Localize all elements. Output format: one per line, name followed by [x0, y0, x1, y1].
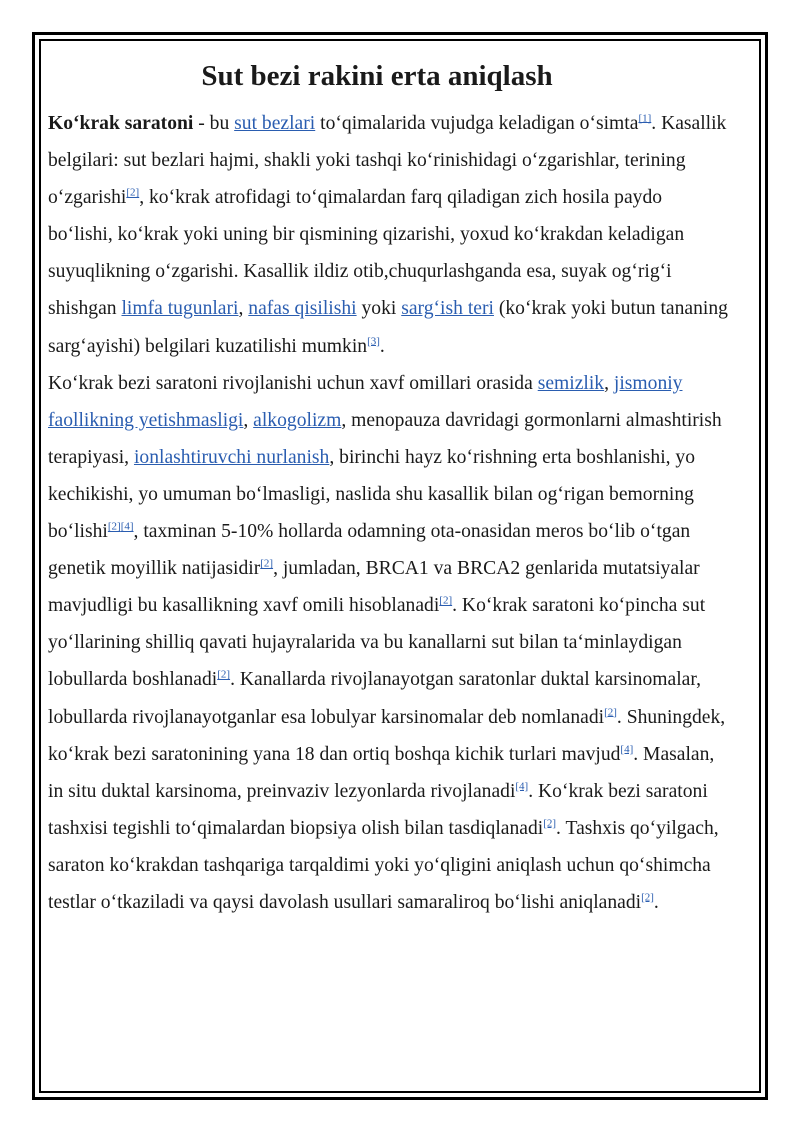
footnote-link-2[interactable]: [2]: [217, 668, 231, 681]
text-span: toʻqimalarida vujudga keladigan oʻsimta: [315, 113, 639, 134]
footnote-link-2[interactable]: [2]: [641, 891, 654, 904]
link-semizlik[interactable]: semizlik: [537, 372, 605, 394]
footnote-link-4[interactable]: [4]: [515, 780, 529, 793]
text-span: , taxminan 5-10% hollarda odamning ota-onasidan meros boʻlib oʻtgan genetik moyillik natijasidir: [48, 521, 691, 580]
link-sut-bezlari[interactable]: sut bezlari: [234, 113, 316, 134]
text-span: . Kanallarda rivojlanayotgan saratonlar duktal karsinomalar, lobullarda rivojlanayotganlar esa lobulyar karsinomalar deb nomlanadi: [48, 669, 701, 728]
text-span: ,: [243, 409, 254, 431]
link-alkogolizm[interactable]: alkogolizm: [253, 409, 342, 431]
text-span: Koʻkrak bezi saratoni rivojlanishi uchun xavf omillari orasida: [48, 372, 538, 394]
footnote-ref: [367, 335, 380, 347]
footnote-ref: [515, 780, 528, 792]
text-span: , koʻkrak atrofidagi toʻqimalardan farq qiladigan zich hosila paydo boʻlishi, koʻkrak yoki uning bir qismining qizarishi, yoxud koʻkrakdan keladigan suyuqlikning oʻzgarishi. Kasallik ildiz otib,chuqurlashganda esa, suyak ogʻrigʻi shishgan: [48, 187, 685, 320]
footnote-ref: [217, 669, 230, 681]
text-span: ,: [604, 372, 614, 394]
footnote-ref: [260, 558, 273, 570]
text-span: , birinchi hayz koʻrishning erta boshlanishi, yo kechikishi, yo umuman boʻlmasligi, naslida shu kasallik bilan ogʻrigan bemorning boʻlishi: [48, 446, 696, 543]
text-span: .: [653, 891, 659, 913]
document-body: [48, 56, 728, 921]
text-span: ,: [238, 298, 249, 320]
footnote-ref: [604, 706, 617, 718]
link-nafas-qisilishi[interactable]: nafas qisilishi: [248, 298, 357, 320]
footnote-ref: [543, 817, 556, 829]
footnote-ref: [620, 743, 633, 755]
footnote-link-2[interactable]: [2]: [107, 520, 121, 533]
footnote-ref: [439, 595, 452, 607]
paragraph-definition: [48, 105, 728, 365]
footnote-ref: [108, 521, 134, 533]
link-ionlashtiruvchi-nurlanish[interactable]: ionlashtiruvchi nurlanish: [133, 446, 330, 468]
link-jismoniy-faollik[interactable]: jismoniy faollikning yetishmasligi: [48, 372, 683, 431]
footnote-link-3[interactable]: [3]: [367, 335, 380, 348]
text-span: . Koʻkrak bezi saratoni tashxisi tegishli toʻqimalardan biopsiya olish bilan tasdiqlanadi: [48, 780, 708, 839]
paragraph-risk-factors: [48, 365, 728, 921]
footnote-ref: [126, 187, 139, 199]
text-span: .: [379, 335, 385, 357]
term-bold: Koʻkrak saratoni: [48, 113, 194, 134]
text-span: - bu: [193, 113, 235, 134]
footnote-link-2[interactable]: [2]: [439, 594, 453, 607]
footnote-link-4[interactable]: [4]: [620, 743, 634, 756]
footnote-link-2[interactable]: [2]: [543, 817, 557, 830]
footnote-link-2[interactable]: [2]: [604, 705, 617, 718]
link-sargish-teri[interactable]: sargʻish teri: [401, 298, 494, 320]
footnote-link-1[interactable]: [1]: [638, 112, 652, 125]
footnote-link-2[interactable]: [2]: [260, 557, 274, 570]
footnote-link-4[interactable]: [4]: [120, 520, 134, 533]
text-span: . Shuningdek, koʻkrak bezi saratonining yana 18 dan ortiq boshqa kichik turlari mavjud: [48, 706, 726, 765]
document-title: Sut bezi rakini erta aniqlash: [201, 60, 553, 92]
text-span: . Koʻkrak saratoni koʻpincha sut yoʻllarining shilliq qavati hujayralarida va bu kanallarni sut bilan taʻminlaydigan lobullarda boshlanadi: [48, 595, 706, 691]
text-span: . Kasallik belgilari: sut bezlari hajmi, shakli yoki tashqi koʻrinishidagi oʻzgarishlar, terining oʻzgarishi: [48, 113, 727, 209]
footnote-ref: [641, 891, 654, 903]
text-span: (koʻkrak yoki butun tananing sargʻayishi) belgilari kuzatilishi mumkin: [48, 298, 728, 357]
text-span: , menopauza davridagi gormonlarni almashtirish terapiyasi,: [48, 409, 722, 468]
text-span: , jumladan, BRCA1 va BRCA2 genlarida mutatsiyalar mavjudligi bu kasallikning xavf omili hisoblanadi: [48, 558, 700, 617]
footnote-ref: [638, 112, 651, 124]
text-span: . Tashxis qoʻyilgach, saraton koʻkrakdan tashqariga tarqaldimi yoki yoʻqligini aniqlash uchun qoʻshimcha testlar oʻtkaziladi va qaysi davolash usullari samaraliroq boʻlishi aniqlanadi: [48, 817, 719, 913]
footnote-link-2[interactable]: [2]: [126, 186, 140, 199]
link-limfa-tugunlari[interactable]: limfa tugunlari: [121, 298, 239, 320]
text-span: yoki: [356, 298, 402, 320]
text-span: . Masalan, in situ duktal karsinoma, preinvaziv lezyonlarda rivojlanadi: [48, 743, 715, 802]
